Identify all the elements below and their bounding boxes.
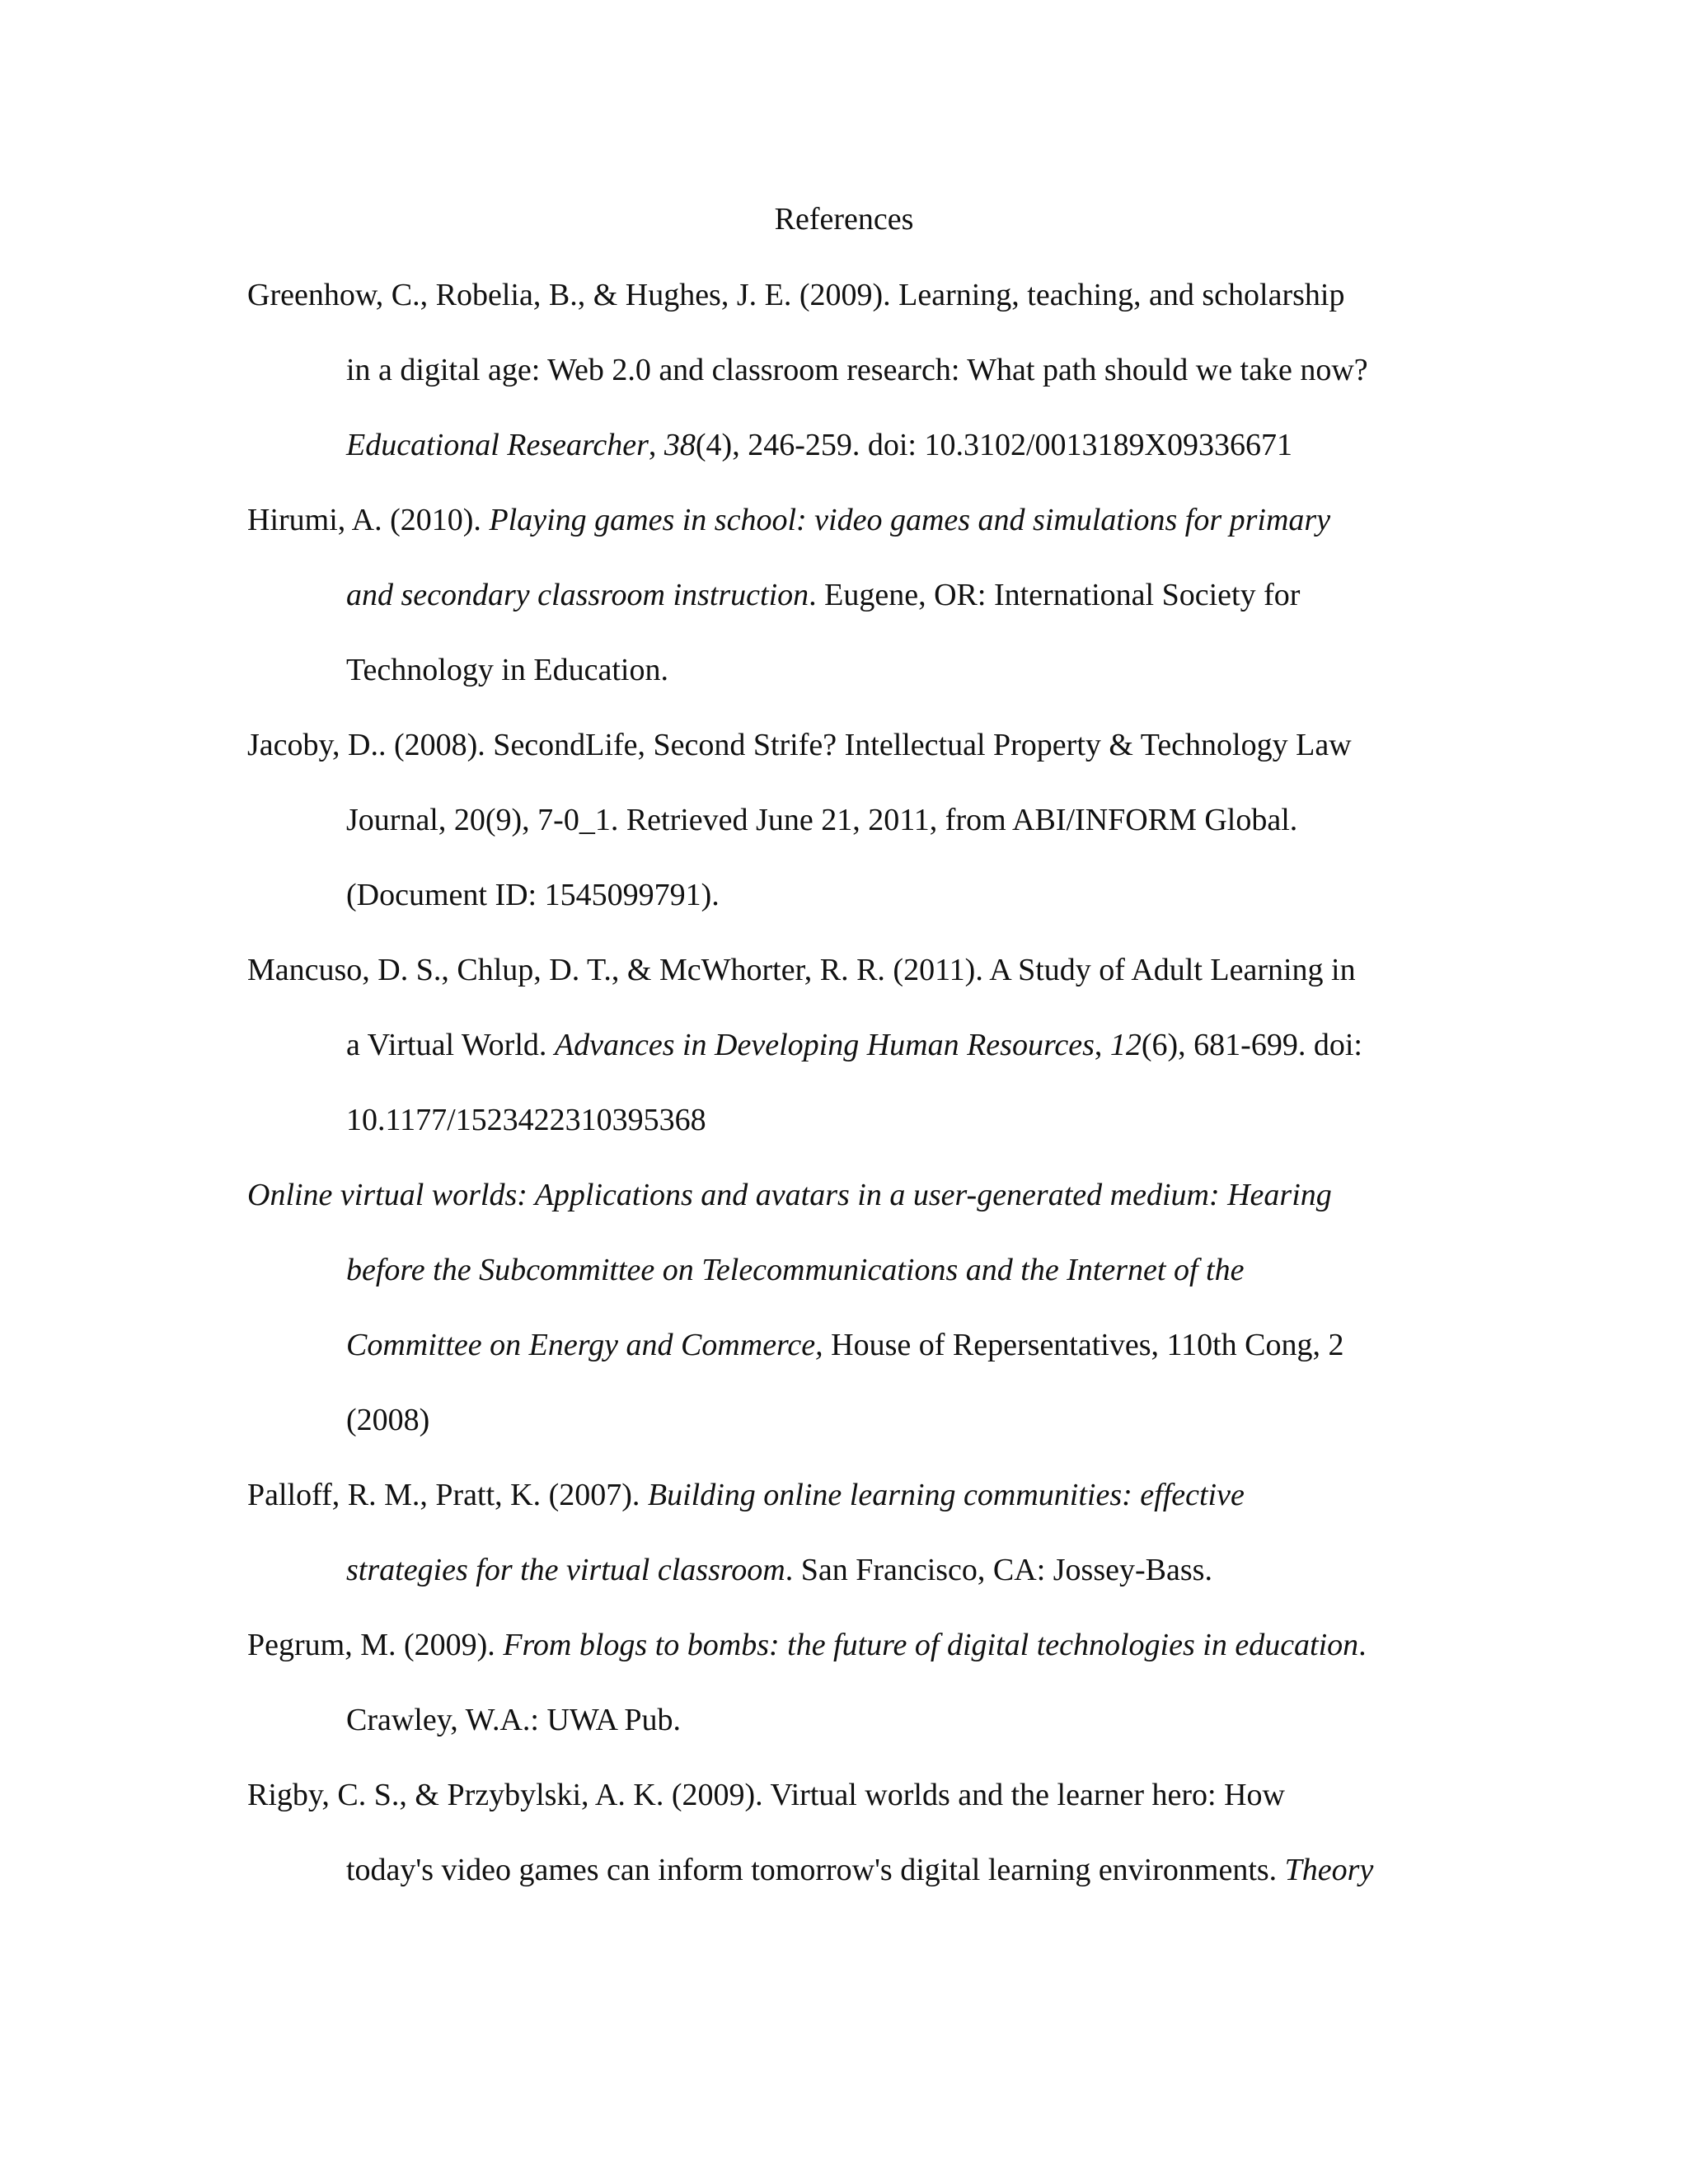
- reference-text: (4), 246-259. doi: 10.3102/0013189X09336671: [695, 428, 1292, 462]
- italic-text: strategies for the virtual classroom: [346, 1553, 785, 1587]
- reference-line: [247, 270, 1344, 320]
- italic-text: Playing games in school: video games and simulations for primary: [489, 503, 1331, 537]
- reference-text: Rigby, C. S., & Przybylski, A. K. (2009). Virtual worlds and the learner hero: How: [247, 1778, 1285, 1812]
- reference-text: . Eugene, OR: International Society for: [809, 578, 1301, 612]
- reference-line: [247, 1170, 1332, 1220]
- reference-line: [247, 720, 1352, 770]
- reference-text: today's video games can inform tomorrow's digital learning environments.: [346, 1853, 1285, 1887]
- reference-line: [346, 1320, 1344, 1370]
- italic-text: Educational Researcher: [346, 428, 649, 462]
- reference-text: House of Repersentatives, 110th Cong, 2: [823, 1328, 1344, 1362]
- reference-line: [247, 945, 1356, 995]
- reference-line: [346, 795, 1297, 845]
- reference-line: [247, 1620, 1367, 1670]
- reference-line: [346, 570, 1300, 620]
- reference-text: Hirumi, A. (2010).: [247, 503, 490, 537]
- italic-text: Building online learning communities: effective: [647, 1478, 1245, 1512]
- reference-text: . San Francisco, CA: Jossey-Bass.: [785, 1553, 1212, 1587]
- italic-text: Committee on Energy and Commerce,: [346, 1328, 823, 1362]
- reference-text: Palloff, R. M., Pratt, K. (2007).: [247, 1478, 648, 1512]
- italic-text: From blogs to bombs: the future of digital technologies in education: [503, 1628, 1359, 1662]
- reference-text: Greenhow, C., Robelia, B., & Hughes, J. E. (2009). Learning, teaching, and scholarship: [247, 278, 1345, 312]
- reference-text: .: [1358, 1628, 1367, 1662]
- reference-text: 10.1177/1523422310395368: [346, 1103, 706, 1137]
- reference-text: Journal, 20(9), 7-0_1. Retrieved June 21, 2011, from ABI/INFORM Global.: [346, 803, 1298, 837]
- italic-text: and secondary classroom instruction: [346, 578, 809, 612]
- reference-text: Technology in Education.: [346, 653, 668, 687]
- reference-line: [346, 1245, 1244, 1295]
- reference-text: Jacoby, D.. (2008). SecondLife, Second Strife? Intellectual Property & Technology Law: [247, 728, 1352, 762]
- italic-text: 38: [663, 428, 696, 462]
- reference-line: [346, 1095, 706, 1145]
- reference-line: [346, 1845, 1373, 1895]
- reference-text: (2008): [346, 1403, 430, 1437]
- italic-text: Theory: [1284, 1853, 1374, 1887]
- italic-text: Online virtual worlds: Applications and avatars in a user-generated medium: Hearing: [247, 1178, 1332, 1212]
- italic-text: before the Subcommittee on Telecommunications and the Internet of the: [346, 1253, 1245, 1287]
- italic-text: Advances in Developing Human Resources: [554, 1028, 1095, 1062]
- reference-line: [346, 1545, 1212, 1595]
- reference-text: (6), 681-699. doi:: [1141, 1028, 1362, 1062]
- reference-line: [247, 1470, 1245, 1520]
- reference-line: [346, 420, 1292, 470]
- reference-text: a Virtual World.: [346, 1028, 555, 1062]
- reference-text: Crawley, W.A.: UWA Pub.: [346, 1703, 682, 1737]
- reference-line: [346, 645, 668, 695]
- reference-line: [346, 1020, 1362, 1070]
- reference-line: [346, 345, 1368, 395]
- reference-text: Mancuso, D. S., Chlup, D. T., & McWhorter, R. R. (2011). A Study of Adult Learning in: [247, 953, 1356, 987]
- reference-text: (Document ID: 1545099791).: [346, 878, 720, 912]
- reference-line: [346, 1695, 681, 1745]
- reference-text: ,: [1094, 1028, 1110, 1062]
- reference-line: [346, 1395, 429, 1445]
- reference-line: [247, 495, 1330, 545]
- italic-text: 12: [1109, 1028, 1142, 1062]
- reference-line: [346, 870, 720, 920]
- reference-text: in a digital age: Web 2.0 and classroom research: What path should we take now?: [346, 353, 1368, 387]
- reference-text: Pegrum, M. (2009).: [247, 1628, 504, 1662]
- page-title: References: [774, 202, 914, 237]
- reference-line: [247, 1770, 1285, 1820]
- reference-text: ,: [648, 428, 664, 462]
